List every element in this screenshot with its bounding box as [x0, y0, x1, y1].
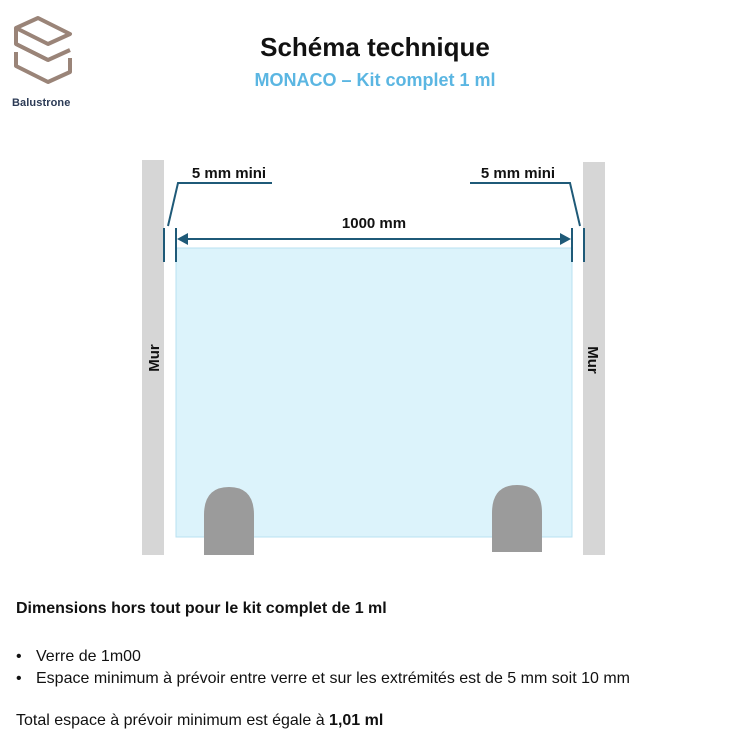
total-value: 1,01 ml — [329, 712, 384, 729]
total-line — [16, 712, 383, 730]
list-item: • Espace minimum à prévoir entre verre et sur les extrémités est de 5 mm soit 10 mm — [16, 670, 630, 687]
total-prefix: Total espace à prévoir minimum est égale à — [16, 712, 325, 729]
left-wall-label: Mur — [146, 344, 163, 372]
left-gap-label: 5 mm mini — [191, 165, 267, 182]
list-item: • Verre de 1m00 — [16, 648, 141, 665]
left-gap-leader — [168, 183, 272, 226]
width-label: 1000 mm — [341, 215, 407, 232]
caption-heading: Dimensions hors tout pour le kit complet de 1 ml — [16, 600, 387, 617]
right-post — [492, 485, 542, 552]
brand-name: Balustrone — [12, 97, 71, 109]
width-arrow-right — [560, 233, 571, 245]
right-wall-label: Mur — [584, 346, 601, 374]
width-arrow-left — [177, 233, 188, 245]
right-gap-leader — [470, 183, 580, 226]
right-gap-label: 5 mm mini — [480, 165, 556, 182]
page-subtitle: MONACO – Kit complet 1 ml — [254, 70, 496, 90]
left-post — [204, 487, 254, 555]
caption-bullet-list — [16, 646, 630, 690]
page-title: Schéma technique — [260, 32, 490, 62]
